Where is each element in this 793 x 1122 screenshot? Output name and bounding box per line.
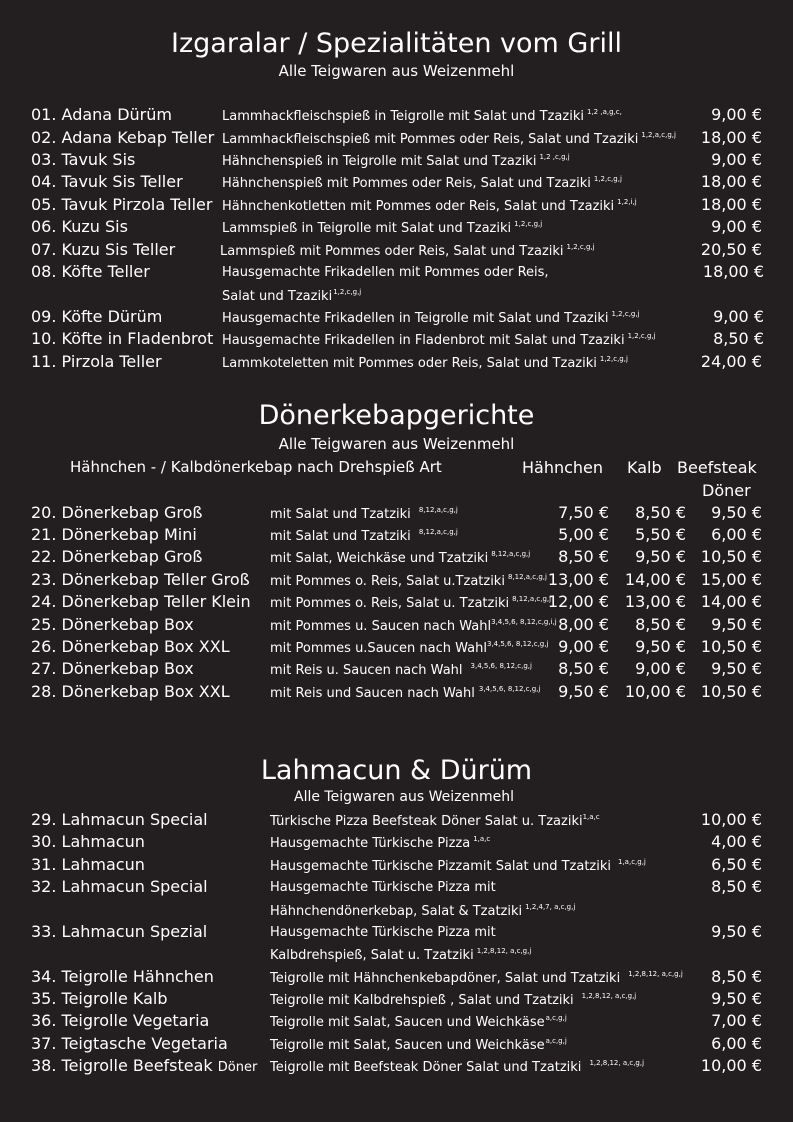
item-desc (220, 243, 595, 259)
item-name: 23. Dönerkebap Teller Groß (31, 570, 250, 589)
item-price: 8,50 € (711, 967, 762, 986)
price-veal: 13,00 € (624, 592, 686, 611)
item-name: 05. Tavuk Pirzola Teller (31, 195, 213, 214)
item-name: 34. Teigrolle Hähnchen (31, 967, 214, 986)
list-item (0, 637, 793, 659)
price-chicken: 9,00 € (558, 637, 609, 656)
item-desc-text: Türkische Pizza Beefsteak Döner Salat u. Tzaziki (270, 814, 583, 829)
list-item (0, 128, 793, 150)
allergen-codes: 8,12,a,c,g,j (418, 528, 458, 536)
item-name: 27. Dönerkebap Box (31, 659, 194, 678)
item-desc (222, 131, 676, 147)
item-name: 03. Tavuk Sis (31, 150, 136, 169)
item-name: 36. Teigrolle Vegetaria (31, 1011, 210, 1030)
list-item (0, 615, 793, 637)
list-item (0, 329, 793, 351)
item-price: 18,00 € (702, 262, 764, 281)
item-desc-text: mit Reis und Saucen nach Wahl (270, 686, 475, 701)
item-desc (270, 685, 540, 701)
allergen-codes: 1,2,i,j (617, 198, 637, 206)
item-name: 20. Dönerkebap Groß (31, 503, 203, 522)
price-chicken: 7,50 € (558, 503, 609, 522)
item-name-suffix: Döner (217, 1060, 258, 1075)
list-item-continuation (0, 944, 793, 966)
item-price: 9,50 € (711, 989, 762, 1008)
item-desc-text: mit Reis u. Saucen nach Wahl (270, 663, 463, 678)
item-name: 33. Lahmacun Spezial (31, 922, 208, 941)
allergen-codes: a,c,g,j (545, 1037, 567, 1045)
item-desc (222, 198, 637, 214)
allergen-codes: 1,2 ,c,g,j (539, 153, 570, 161)
item-price: 9,50 € (711, 922, 762, 941)
item-name: 31. Lahmacun (31, 855, 145, 874)
item-desc (270, 992, 636, 1008)
price-veal: 8,50 € (635, 503, 686, 522)
item-name: 35. Teigrolle Kalb (31, 989, 168, 1008)
list-item (0, 262, 793, 284)
item-desc-text: Hähnchendönerkebap, Salat & Tzatziki (270, 904, 523, 919)
item-desc: Hausgemachte Türkische Pizza mit (270, 880, 496, 895)
item-name: 01. Adana Dürüm (31, 105, 172, 124)
list-item (0, 1056, 793, 1078)
price-veal: 5,50 € (635, 525, 686, 544)
price-beefsteak: 14,00 € (700, 592, 762, 611)
item-name: 21. Dönerkebap Mini (31, 525, 197, 544)
item-desc-line2 (270, 903, 575, 919)
item-price: 8,50 € (713, 329, 764, 348)
item-price: 8,50 € (711, 877, 762, 896)
allergen-codes: 3,4,5,6, 8,12,c,g,j (486, 640, 549, 648)
column-header-beefsteak: Beefsteak (677, 458, 757, 477)
allergen-codes: 3,4,5,6, 8,12,c,g,j (470, 662, 532, 670)
item-price: 18,00 € (700, 172, 762, 191)
item-desc (270, 813, 600, 829)
price-beefsteak: 10,50 € (700, 547, 762, 566)
item-price: 18,00 € (700, 195, 762, 214)
item-desc (270, 573, 547, 589)
price-veal: 9,50 € (635, 547, 686, 566)
item-name: 04. Tavuk Sis Teller (31, 172, 183, 191)
item-name: 10. Köfte in Fladenbrot (31, 329, 214, 348)
allergen-codes: 8,12,a,c,g,j (491, 550, 531, 558)
item-desc-text: mit Pommes u. Saucen nach Wahl (270, 619, 492, 634)
item-desc (222, 175, 622, 191)
item-desc-text: mit Pommes o. Reis, Salat u. Tzatziki (270, 596, 510, 611)
item-price: 24,00 € (700, 352, 762, 371)
list-item (0, 1011, 793, 1033)
item-price: 9,00 € (711, 150, 762, 169)
item-desc-text: Lammspieß mit Pommes oder Reis, Salat und Tzaziki (220, 244, 564, 259)
list-item (0, 240, 793, 262)
allergen-codes: 3,4,5,6, 8,12,c,g,i,j (491, 618, 557, 626)
item-desc-text: Hausgemachte Frikadellen in Teigrolle mit Salat und Tzaziki (222, 311, 609, 326)
lahmacun-note: Alle Teigwaren aus Weizenmehl (294, 789, 514, 805)
item-desc-text: Teigrolle mit Beefsteak Döner Salat und Tzatziki (270, 1060, 582, 1075)
list-item (0, 682, 793, 704)
list-item (0, 547, 793, 569)
item-name: 06. Kuzu Sis (31, 217, 128, 236)
list-item (0, 172, 793, 194)
item-desc (270, 662, 532, 678)
item-desc (270, 618, 557, 634)
item-desc-line2 (222, 288, 361, 304)
item-price: 20,50 € (700, 240, 762, 259)
list-item (0, 307, 793, 329)
item-desc (222, 220, 542, 236)
item-price: 10,00 € (700, 1056, 762, 1075)
list-item (0, 105, 793, 127)
item-desc-text: Hähnchenspieß in Teigrolle mit Salat und Tzaziki (222, 154, 537, 169)
grill-note: Alle Teigwaren aus Weizenmehl (278, 62, 515, 80)
item-desc-text: Teigrolle mit Salat, Saucen und Weichkäse (270, 1038, 545, 1053)
price-beefsteak: 9,50 € (711, 659, 762, 678)
item-desc-text: Hausgemachte Frikadellen in Fladenbrot mit Salat und Tzaziki (222, 333, 625, 348)
price-veal: 9,00 € (635, 659, 686, 678)
item-desc-text: mit Salat, Weichkäse und Tzatziki (270, 551, 489, 566)
price-chicken: 12,00 € (547, 592, 609, 611)
item-name: 24. Dönerkebap Teller Klein (31, 592, 251, 611)
allergen-codes: 1,2,c,g,j (593, 175, 622, 183)
price-beefsteak: 9,50 € (711, 503, 762, 522)
list-item (0, 832, 793, 854)
item-desc (270, 1014, 567, 1030)
allergen-codes: 1,a,c (582, 813, 600, 821)
list-item (0, 525, 793, 547)
column-header-veal: Kalb (627, 458, 662, 477)
item-desc (270, 640, 548, 656)
allergen-codes: 1,2,8,12, a,c,g,j (476, 947, 532, 955)
item-desc-line2 (270, 947, 531, 963)
list-item (0, 922, 793, 944)
item-desc-text: mit Salat und Tzatziki (270, 507, 411, 522)
allergen-codes: 8,12,a,c,g,j (418, 506, 458, 514)
doner-note: Alle Teigwaren aus Weizenmehl (278, 435, 515, 453)
price-chicken: 8,00 € (558, 615, 609, 634)
allergen-codes: 1,2,4,7, a,c,g,j (525, 903, 576, 911)
item-desc-text: Hausgemachte Türkische Pizza (270, 836, 471, 851)
allergen-codes: 1,2,8,12, a,c,g,j (589, 1059, 645, 1067)
item-name: 08. Köfte Teller (31, 262, 150, 281)
price-chicken: 9,50 € (558, 682, 609, 701)
allergen-codes: 1,2,c,g,j (566, 243, 595, 251)
item-price: 9,00 € (711, 105, 762, 124)
item-desc-text: Hähnchenspieß mit Pommes oder Reis, Salat und Tzaziki (222, 176, 591, 191)
list-item (0, 855, 793, 877)
item-name: 30. Lahmacun (31, 832, 145, 851)
item-desc (270, 970, 683, 986)
price-chicken: 8,50 € (558, 547, 609, 566)
allergen-codes: 1,2,c,g,j (627, 332, 656, 340)
item-desc-text: mit Salat und Tzatziki (270, 529, 411, 544)
list-item (0, 967, 793, 989)
doner-subheader: Hähnchen - / Kalbdönerkebap nach Drehspieß Art (70, 458, 442, 476)
item-desc: Hausgemachte Türkische Pizza mit (270, 925, 496, 940)
price-beefsteak: 10,50 € (700, 637, 762, 656)
list-item (0, 877, 793, 899)
item-name: 26. Dönerkebap Box XXL (31, 637, 230, 656)
item-desc-text: Lammhackfleischspieß in Teigrolle mit Salat und Tzaziki (222, 109, 584, 124)
item-desc-text: mit Pommes u.Saucen nach Wahl (270, 641, 487, 656)
price-veal: 10,00 € (624, 682, 686, 701)
list-item (0, 570, 793, 592)
list-item (0, 810, 793, 832)
list-item (0, 1034, 793, 1056)
column-header-chicken: Hähnchen (522, 458, 604, 477)
price-beefsteak: 10,50 € (700, 682, 762, 701)
item-name: 37. Teigtasche Vegetaria (31, 1034, 228, 1053)
allergen-codes: 1,2,c,g,j (599, 355, 628, 363)
item-desc-text: mit Pommes o. Reis, Salat u.Tzatziki (270, 574, 505, 589)
item-desc-text: Hausgemachte Türkische Pizzamit Salat und Tzatziki (270, 859, 611, 874)
list-item (0, 989, 793, 1011)
price-chicken: 8,50 € (558, 659, 609, 678)
item-desc-text: Salat und Tzaziki (222, 289, 333, 304)
price-beefsteak: 15,00 € (700, 570, 762, 589)
item-price: 10,00 € (700, 810, 762, 829)
item-name (31, 1056, 257, 1075)
item-price: 7,00 € (711, 1011, 762, 1030)
allergen-codes: 1,2,c,g,j (514, 220, 543, 228)
item-price: 9,00 € (713, 307, 764, 326)
allergen-codes: 1,2,c,g,j (611, 310, 640, 318)
item-desc-text: Hähnchenkotletten mit Pommes oder Reis, Salat und Tzaziki (222, 199, 615, 214)
price-veal: 8,50 € (635, 615, 686, 634)
allergen-codes: 1,2 ,a,g,c, (586, 108, 622, 116)
item-desc: Hausgemachte Frikadellen mit Pommes oder Reis, (222, 265, 549, 280)
item-price: 9,00 € (711, 217, 762, 236)
item-name: 28. Dönerkebap Box XXL (31, 682, 230, 701)
item-desc (270, 1059, 644, 1075)
item-price: 4,00 € (711, 832, 762, 851)
price-beefsteak: 6,00 € (711, 525, 762, 544)
item-desc (222, 153, 570, 169)
item-desc-text: Teigrolle mit Hähnchenkebapdöner, Salat und Tzatziki (270, 971, 621, 986)
allergen-codes: 1,2,8,12, a,c,g,j (581, 992, 637, 1000)
column-header-doner: Döner (702, 481, 751, 500)
item-name: 11. Pirzola Teller (31, 352, 162, 371)
list-item (0, 659, 793, 681)
list-item (0, 352, 793, 374)
item-desc-text: Kalbdrehspieß, Salat u. Tzatziki (270, 948, 474, 963)
item-desc (222, 108, 622, 124)
allergen-codes: 1,2,a,c,g,j (641, 131, 676, 139)
allergen-codes: 1,2,8,12, a,c,g,j (628, 970, 683, 978)
item-desc (270, 528, 458, 544)
item-desc-text: Teigrolle mit Salat, Saucen und Weichkäse (270, 1015, 545, 1030)
price-chicken: 13,00 € (547, 570, 609, 589)
item-desc (270, 1037, 567, 1053)
item-price: 6,00 € (711, 1034, 762, 1053)
item-desc (270, 550, 530, 566)
item-desc (270, 506, 458, 522)
allergen-codes: 1,a,c,g,j (618, 858, 646, 866)
item-desc-text: Lammhackfleischspieß mit Pommes oder Reis, Salat und Tzaziki (222, 132, 639, 147)
item-desc-text: Lammkoteletten mit Pommes oder Reis, Salat und Tzaziki (222, 356, 597, 371)
list-item-continuation (0, 285, 793, 307)
price-beefsteak: 9,50 € (711, 615, 762, 634)
item-desc-text: Lammspieß in Teigrolle mit Salat und Tzaziki (222, 221, 512, 236)
item-name: 25. Dönerkebap Box (31, 615, 194, 634)
allergen-codes: 8,12,a,c,g,j (507, 573, 547, 581)
list-item (0, 503, 793, 525)
item-desc (270, 858, 646, 874)
item-name-text: 38. Teigrolle Beefsteak (31, 1056, 213, 1075)
item-name: 32. Lahmacun Special (31, 877, 208, 896)
grill-title: Izgaralar / Spezialitäten vom Grill (171, 28, 622, 59)
item-desc (222, 332, 656, 348)
price-chicken: 5,00 € (558, 525, 609, 544)
price-veal: 14,00 € (624, 570, 686, 589)
allergen-codes: 1,2,c,g,j (333, 288, 362, 296)
doner-title: Dönerkebapgerichte (258, 400, 535, 431)
list-item (0, 217, 793, 239)
price-veal: 9,50 € (635, 637, 686, 656)
list-item (0, 592, 793, 614)
list-item-continuation (0, 900, 793, 922)
item-desc-text: Teigrolle mit Kalbdrehspieß , Salat und Tzatziki (270, 993, 574, 1008)
allergen-codes: a,c,g,j (545, 1014, 567, 1022)
item-desc (222, 355, 628, 371)
item-name: 29. Lahmacun Special (31, 810, 208, 829)
item-price: 6,50 € (711, 855, 762, 874)
allergen-codes: 8,12,a,c,g,j (512, 595, 552, 603)
allergen-codes: 3,4,5,6, 8,12,c,g,j (478, 685, 541, 693)
item-price: 18,00 € (700, 128, 762, 147)
list-item (0, 195, 793, 217)
item-name: 09. Köfte Dürüm (31, 307, 163, 326)
allergen-codes: 1,a,c (473, 835, 491, 843)
list-item (0, 150, 793, 172)
item-desc (270, 595, 551, 611)
item-name: 22. Dönerkebap Groß (31, 547, 203, 566)
item-desc (222, 310, 640, 326)
item-desc (270, 835, 490, 851)
item-name: 02. Adana Kebap Teller (31, 128, 215, 147)
lahmacun-title: Lahmacun & Dürüm (260, 755, 533, 786)
item-name: 07. Kuzu Sis Teller (31, 240, 176, 259)
